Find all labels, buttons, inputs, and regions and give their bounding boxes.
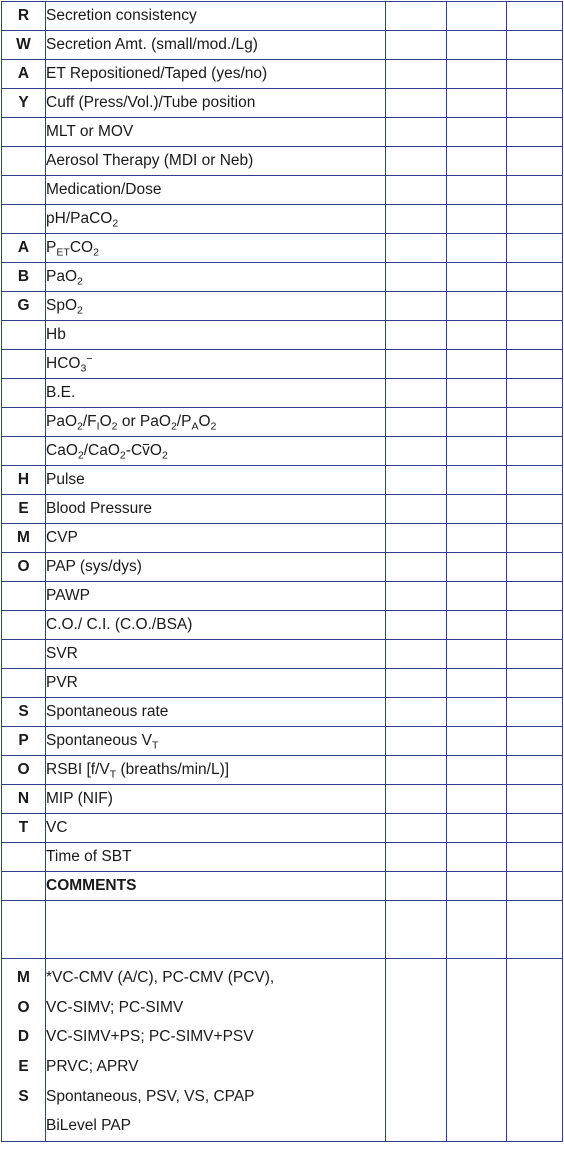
table-row (2, 379, 563, 408)
value-cell[interactable] (386, 959, 447, 1142)
table-row (2, 756, 563, 785)
row-letter (2, 669, 46, 698)
value-cell[interactable] (386, 263, 447, 292)
row-letter: O (2, 553, 46, 582)
value-cell[interactable] (447, 31, 507, 60)
table-row (2, 553, 563, 582)
value-cell[interactable] (507, 350, 563, 379)
row-letter: R (2, 2, 46, 31)
row-letter (2, 147, 46, 176)
table-row (2, 408, 563, 437)
value-cell[interactable] (386, 147, 447, 176)
value-cell[interactable] (386, 60, 447, 89)
value-cell[interactable] (507, 118, 563, 147)
row-letter (2, 350, 46, 379)
mode-line: *VC-CMV (A/C), PC-CMV (PCV), (46, 969, 275, 986)
value-cell[interactable] (507, 263, 563, 292)
value-cell[interactable] (447, 640, 507, 669)
value-cell[interactable] (507, 176, 563, 205)
value-cell[interactable] (507, 640, 563, 669)
value-cell[interactable] (507, 408, 563, 437)
value-cell[interactable] (447, 727, 507, 756)
table-row (2, 437, 563, 466)
value-cell[interactable] (447, 437, 507, 466)
table-row (2, 495, 563, 524)
row-letter (2, 611, 46, 640)
value-cell[interactable] (386, 582, 447, 611)
value-cell[interactable] (386, 350, 447, 379)
value-cell[interactable] (447, 379, 507, 408)
value-cell[interactable] (447, 814, 507, 843)
row-label-pao2: PaO$_2$ (46, 263, 386, 292)
comments-header-row (2, 872, 563, 901)
row-label-hco3: $HCO_3^-$ (46, 350, 386, 379)
value-cell[interactable] (447, 205, 507, 234)
value-cell[interactable] (507, 727, 563, 756)
value-cell[interactable] (447, 176, 507, 205)
table-row (2, 350, 563, 379)
value-cell[interactable] (386, 814, 447, 843)
row-letter (2, 176, 46, 205)
table-row (2, 785, 563, 814)
value-cell[interactable] (507, 959, 563, 1142)
row-letter: Y (2, 89, 46, 118)
table-row (2, 640, 563, 669)
row-label: MIP (NIF) (46, 785, 386, 814)
value-cell[interactable] (507, 582, 563, 611)
value-cell[interactable] (447, 292, 507, 321)
value-cell[interactable] (507, 524, 563, 553)
value-cell[interactable] (386, 495, 447, 524)
value-cell[interactable] (507, 669, 563, 698)
row-letter: S (2, 698, 46, 727)
row-letter (2, 205, 46, 234)
table-row (2, 31, 563, 60)
table-row (2, 727, 563, 756)
table-row (2, 814, 563, 843)
value-cell[interactable] (447, 321, 507, 350)
row-label: Blood Pressure (46, 495, 386, 524)
table-row (2, 466, 563, 495)
comments-row (2, 901, 563, 959)
value-cell[interactable] (447, 147, 507, 176)
value-cell[interactable] (447, 263, 507, 292)
row-letter (2, 118, 46, 147)
row-label: Aerosol Therapy (MDI or Neb) (46, 147, 386, 176)
value-cell[interactable] (386, 292, 447, 321)
row-letter: G (2, 292, 46, 321)
row-letter: W (2, 31, 46, 60)
value-cell[interactable] (386, 698, 447, 727)
value-cell[interactable] (507, 553, 563, 582)
row-label-cao2: CaO$_2$/CaO$_2$-CvO$_2$ (46, 437, 386, 466)
value-cell[interactable] (386, 205, 447, 234)
row-letter: O (2, 756, 46, 785)
row-letter: N (2, 785, 46, 814)
table-row (2, 611, 563, 640)
value-cell[interactable] (447, 611, 507, 640)
row-label: C.O./ C.I. (C.O./BSA) (46, 611, 386, 640)
value-cell[interactable] (507, 872, 563, 901)
value-cell[interactable] (447, 872, 507, 901)
table-row (2, 176, 563, 205)
value-cell[interactable] (386, 901, 447, 959)
table-row (2, 147, 563, 176)
value-cell[interactable] (447, 466, 507, 495)
row-label: Cuff (Press/Vol.)/Tube position (46, 89, 386, 118)
value-cell[interactable] (386, 872, 447, 901)
table-row (2, 524, 563, 553)
value-cell[interactable] (507, 379, 563, 408)
row-label: Secretion consistency (46, 2, 386, 31)
value-cell[interactable] (507, 843, 563, 872)
table-row (2, 321, 563, 350)
value-cell[interactable] (507, 60, 563, 89)
row-letter: H (2, 466, 46, 495)
mode-line: BiLevel PAP (46, 1117, 132, 1135)
row-label: PAWP (46, 582, 386, 611)
row-letter: P (2, 727, 46, 756)
row-letter: E (2, 495, 46, 524)
value-cell[interactable] (386, 176, 447, 205)
row-label-hb: Hb (46, 321, 386, 350)
value-cell[interactable] (507, 31, 563, 60)
value-cell[interactable] (447, 785, 507, 814)
value-cell[interactable] (386, 31, 447, 60)
value-cell[interactable] (507, 814, 563, 843)
row-label: Spontaneous rate (46, 698, 386, 727)
table-row (2, 2, 563, 31)
row-label: VC (46, 814, 386, 843)
row-label: PAP (sys/dys) (46, 553, 386, 582)
value-cell[interactable] (447, 234, 507, 263)
row-letter (2, 408, 46, 437)
mode-line: Spontaneous, PSV, VS, CPAP (46, 1087, 255, 1105)
value-cell[interactable] (386, 379, 447, 408)
table-row (2, 843, 563, 872)
row-letter (2, 582, 46, 611)
table-row (2, 669, 563, 698)
table-row (2, 582, 563, 611)
value-cell[interactable] (447, 118, 507, 147)
value-cell[interactable] (447, 2, 507, 31)
value-cell[interactable] (386, 843, 447, 872)
value-cell[interactable] (507, 495, 563, 524)
mode-line: VC-SIMV+PS; PC-SIMV+PSV (46, 1028, 254, 1046)
value-cell[interactable] (386, 2, 447, 31)
value-cell[interactable] (447, 756, 507, 785)
value-cell[interactable] (386, 756, 447, 785)
value-cell[interactable] (447, 553, 507, 582)
row-label-ph-paco2: pH/PaCO$_2$ (46, 205, 386, 234)
row-label: Pulse (46, 466, 386, 495)
value-cell[interactable] (507, 698, 563, 727)
row-label-rsbi: RSBI [$f/V_T$ (breaths/min/L)] (46, 756, 386, 785)
value-cell[interactable] (386, 553, 447, 582)
assessment-form-table (1, 1, 563, 1142)
mode-line: VC-SIMV; PC-SIMV (46, 998, 184, 1016)
row-label: Medication/Dose (46, 176, 386, 205)
value-cell[interactable] (447, 524, 507, 553)
row-label: Secretion Amt. (small/mod./Lg) (46, 31, 386, 60)
value-cell[interactable] (386, 89, 447, 118)
table-row (2, 234, 563, 263)
row-letter (2, 321, 46, 350)
value-cell[interactable] (447, 901, 507, 959)
row-label: CVP (46, 524, 386, 553)
table-row (2, 292, 563, 321)
value-cell[interactable] (386, 321, 447, 350)
table-row (2, 118, 563, 147)
value-cell[interactable] (386, 118, 447, 147)
value-cell[interactable] (507, 234, 563, 263)
value-cell[interactable] (447, 495, 507, 524)
value-cell[interactable] (386, 437, 447, 466)
value-cell[interactable] (447, 408, 507, 437)
value-cell[interactable] (447, 350, 507, 379)
value-cell[interactable] (507, 147, 563, 176)
value-cell[interactable] (447, 89, 507, 118)
value-cell[interactable] (507, 466, 563, 495)
modes-row (2, 959, 563, 1142)
table-row (2, 60, 563, 89)
row-label: Time of SBT (46, 843, 386, 872)
row-letter: T (2, 814, 46, 843)
row-label-be: B.E. (46, 379, 386, 408)
value-cell[interactable] (507, 785, 563, 814)
value-cell[interactable] (507, 205, 563, 234)
modes-list (46, 959, 386, 1142)
value-cell[interactable] (507, 292, 563, 321)
value-cell[interactable] (507, 901, 563, 959)
comments-label: COMMENTS (46, 872, 386, 901)
value-cell[interactable] (386, 466, 447, 495)
value-cell[interactable] (447, 60, 507, 89)
value-cell[interactable] (447, 698, 507, 727)
row-letter (2, 379, 46, 408)
row-letter: B (2, 263, 46, 292)
row-label-spo2: SpO$_2$ (46, 292, 386, 321)
value-cell[interactable] (507, 437, 563, 466)
value-cell[interactable] (386, 640, 447, 669)
value-cell[interactable] (386, 524, 447, 553)
value-cell[interactable] (386, 408, 447, 437)
comments-field[interactable] (46, 901, 386, 959)
value-cell[interactable] (507, 756, 563, 785)
row-label: PVR (46, 669, 386, 698)
value-cell[interactable] (386, 785, 447, 814)
table-row (2, 698, 563, 727)
table-row (2, 263, 563, 292)
value-cell[interactable] (386, 669, 447, 698)
value-cell[interactable] (447, 959, 507, 1142)
row-label-petco2: $P_{ET}CO_2$ (46, 234, 386, 263)
value-cell[interactable] (386, 611, 447, 640)
row-letter (2, 843, 46, 872)
modes-letters: M O D E S (2, 959, 46, 1142)
row-label-spontaneous-vt: Spontaneous $V_T$ (46, 727, 386, 756)
mode-line: PRVC; APRV (46, 1058, 139, 1076)
value-cell[interactable] (386, 727, 447, 756)
value-cell[interactable] (386, 234, 447, 263)
table-row (2, 89, 563, 118)
value-cell[interactable] (447, 669, 507, 698)
row-letter: M (2, 524, 46, 553)
value-cell[interactable] (507, 2, 563, 31)
row-label: MLT or MOV (46, 118, 386, 147)
row-label: ET Repositioned/Taped (yes/no) (46, 60, 386, 89)
row-letter: A (2, 234, 46, 263)
row-letter (2, 640, 46, 669)
value-cell[interactable] (507, 89, 563, 118)
row-label: SVR (46, 640, 386, 669)
row-letter (2, 437, 46, 466)
value-cell[interactable] (447, 582, 507, 611)
value-cell[interactable] (447, 843, 507, 872)
value-cell[interactable] (507, 611, 563, 640)
table-row (2, 205, 563, 234)
row-label-pf-ratio: $PaO_2/F_IO_2$ or $PaO_2/P_AO_2$ (46, 408, 386, 437)
row-letter: A (2, 60, 46, 89)
value-cell[interactable] (507, 321, 563, 350)
